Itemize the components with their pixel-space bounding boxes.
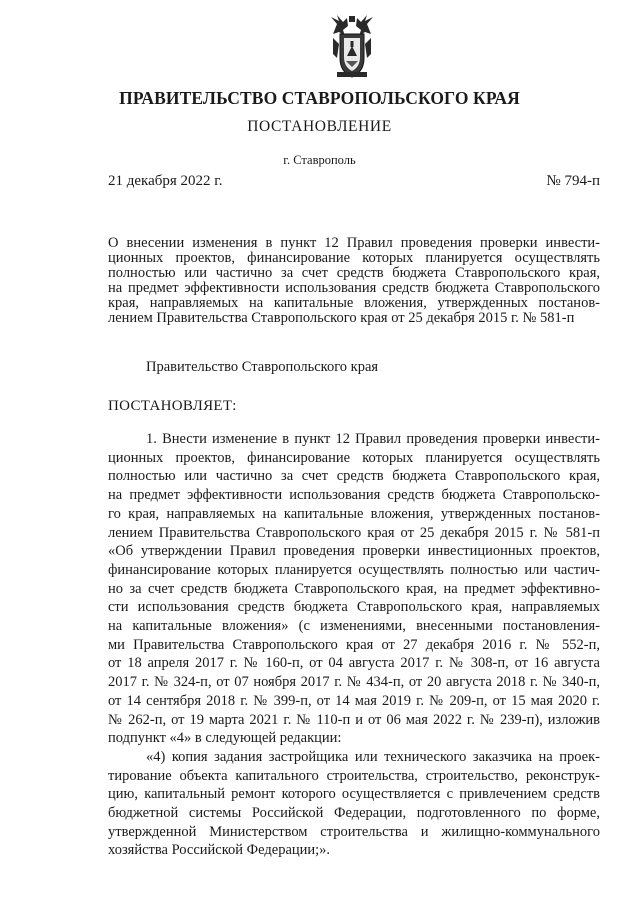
body-line: на капитальные вложения» (с изменениями, внесенными постановления- <box>108 618 600 635</box>
body-line: «Об утверждении Правил проведения проверки инвестиционных проектов, <box>108 543 600 560</box>
body-line: 2017 г. № 324-п, от 07 ноября 2017 г. № 434-п, от 20 августа 2018 г. № 340-п, <box>108 674 600 691</box>
subject-line: лением Правительства Ставропольского края от 25 декабря 2015 г. № 581-п <box>108 310 575 326</box>
document-subject <box>108 236 600 326</box>
preamble: Правительство Ставропольского края <box>146 359 379 375</box>
document-date: 21 декабря 2022 г. <box>108 173 223 189</box>
city: г. Ставрополь <box>283 153 356 167</box>
document-number: № 794-п <box>546 173 600 189</box>
body-line: го края, направляемых на капитальные вложения, утвержденных постанов- <box>108 505 600 522</box>
body-line: сти использования средств бюджета Ставропольского края, направляемых <box>108 599 600 616</box>
government-title: ПРАВИТЕЛЬСТВО СТАВРОПОЛЬСКОГО КРАЯ <box>119 88 520 108</box>
body-line: хозяйства Российской Федерации;». <box>108 842 331 859</box>
subject-line: ционных проектов, финансирование которых планируется осуществлять <box>108 250 600 266</box>
coat-of-arms-icon <box>327 14 377 80</box>
body-line: полностью или частично за счет средств бюджета Ставропольского края, <box>108 468 600 485</box>
document-type: ПОСТАНОВЛЕНИЕ <box>247 118 392 135</box>
subject-line: на предмет эффективности использования средств бюджета Ставропольского <box>108 280 600 296</box>
body-line: № 262-п, от 19 марта 2021 г. № 110-п и от 06 мая 2022 г. № 239-п), изложив <box>108 711 600 728</box>
subject-line: края, направляемых на капитальные вложения, утвержденных постанов- <box>108 295 600 311</box>
body-line: «4) копия задания застройщика или технического заказчика на проек- <box>146 748 600 765</box>
body-line: бюджетной системы Российской Федерации, подготовленного по форме, <box>108 805 600 822</box>
body-line: от 14 сентября 2018 г. № 399-п, от 14 мая 2019 г. № 209-п, от 15 мая 2020 г. <box>108 692 600 709</box>
subject-line: О внесении изменения в пункт 12 Правил проведения проверки инвести- <box>108 235 600 251</box>
body-line: подпункт «4» в следующей редакции: <box>108 730 342 747</box>
body-line: тирование объекта капитального строительства, строительство, реконструк- <box>108 767 600 784</box>
body-line: лением Правительства Ставропольского края от 25 декабря 2015 г. № 581-п <box>108 524 600 541</box>
body-text <box>108 430 600 860</box>
body-line: от 18 апреля 2017 г. № 160-п, от 04 августа 2017 г. № 308-п, от 16 августа <box>108 655 600 672</box>
body-line: утвержденной Министерством строительства и жилищно-коммунального <box>108 823 600 840</box>
body-line: ми Правительства Ставропольского края от 27 декабря 2016 г. № 552-п, <box>108 636 600 653</box>
body-line: но за счет средств бюджета Ставропольского края, на предмет эффективно- <box>108 580 600 597</box>
subject-line: полностью или частично за счет средств бюджета Ставропольского края, <box>108 265 600 281</box>
body-line: финансирование которых планируется осуществлять полностью или частич- <box>108 561 600 578</box>
body-line: цию, капитальный ремонт которого осуществляется с привлечением средств <box>108 786 600 803</box>
body-line: на предмет эффективности использования средств бюджета Ставропольско- <box>108 487 600 504</box>
resolves-heading: ПОСТАНОВЛЯЕТ: <box>108 398 237 414</box>
body-line: ционных проектов, финансирование которых планируется осуществлять <box>108 449 600 466</box>
body-line: 1. Внести изменение в пункт 12 Правил проведения проверки инвести- <box>146 431 600 447</box>
